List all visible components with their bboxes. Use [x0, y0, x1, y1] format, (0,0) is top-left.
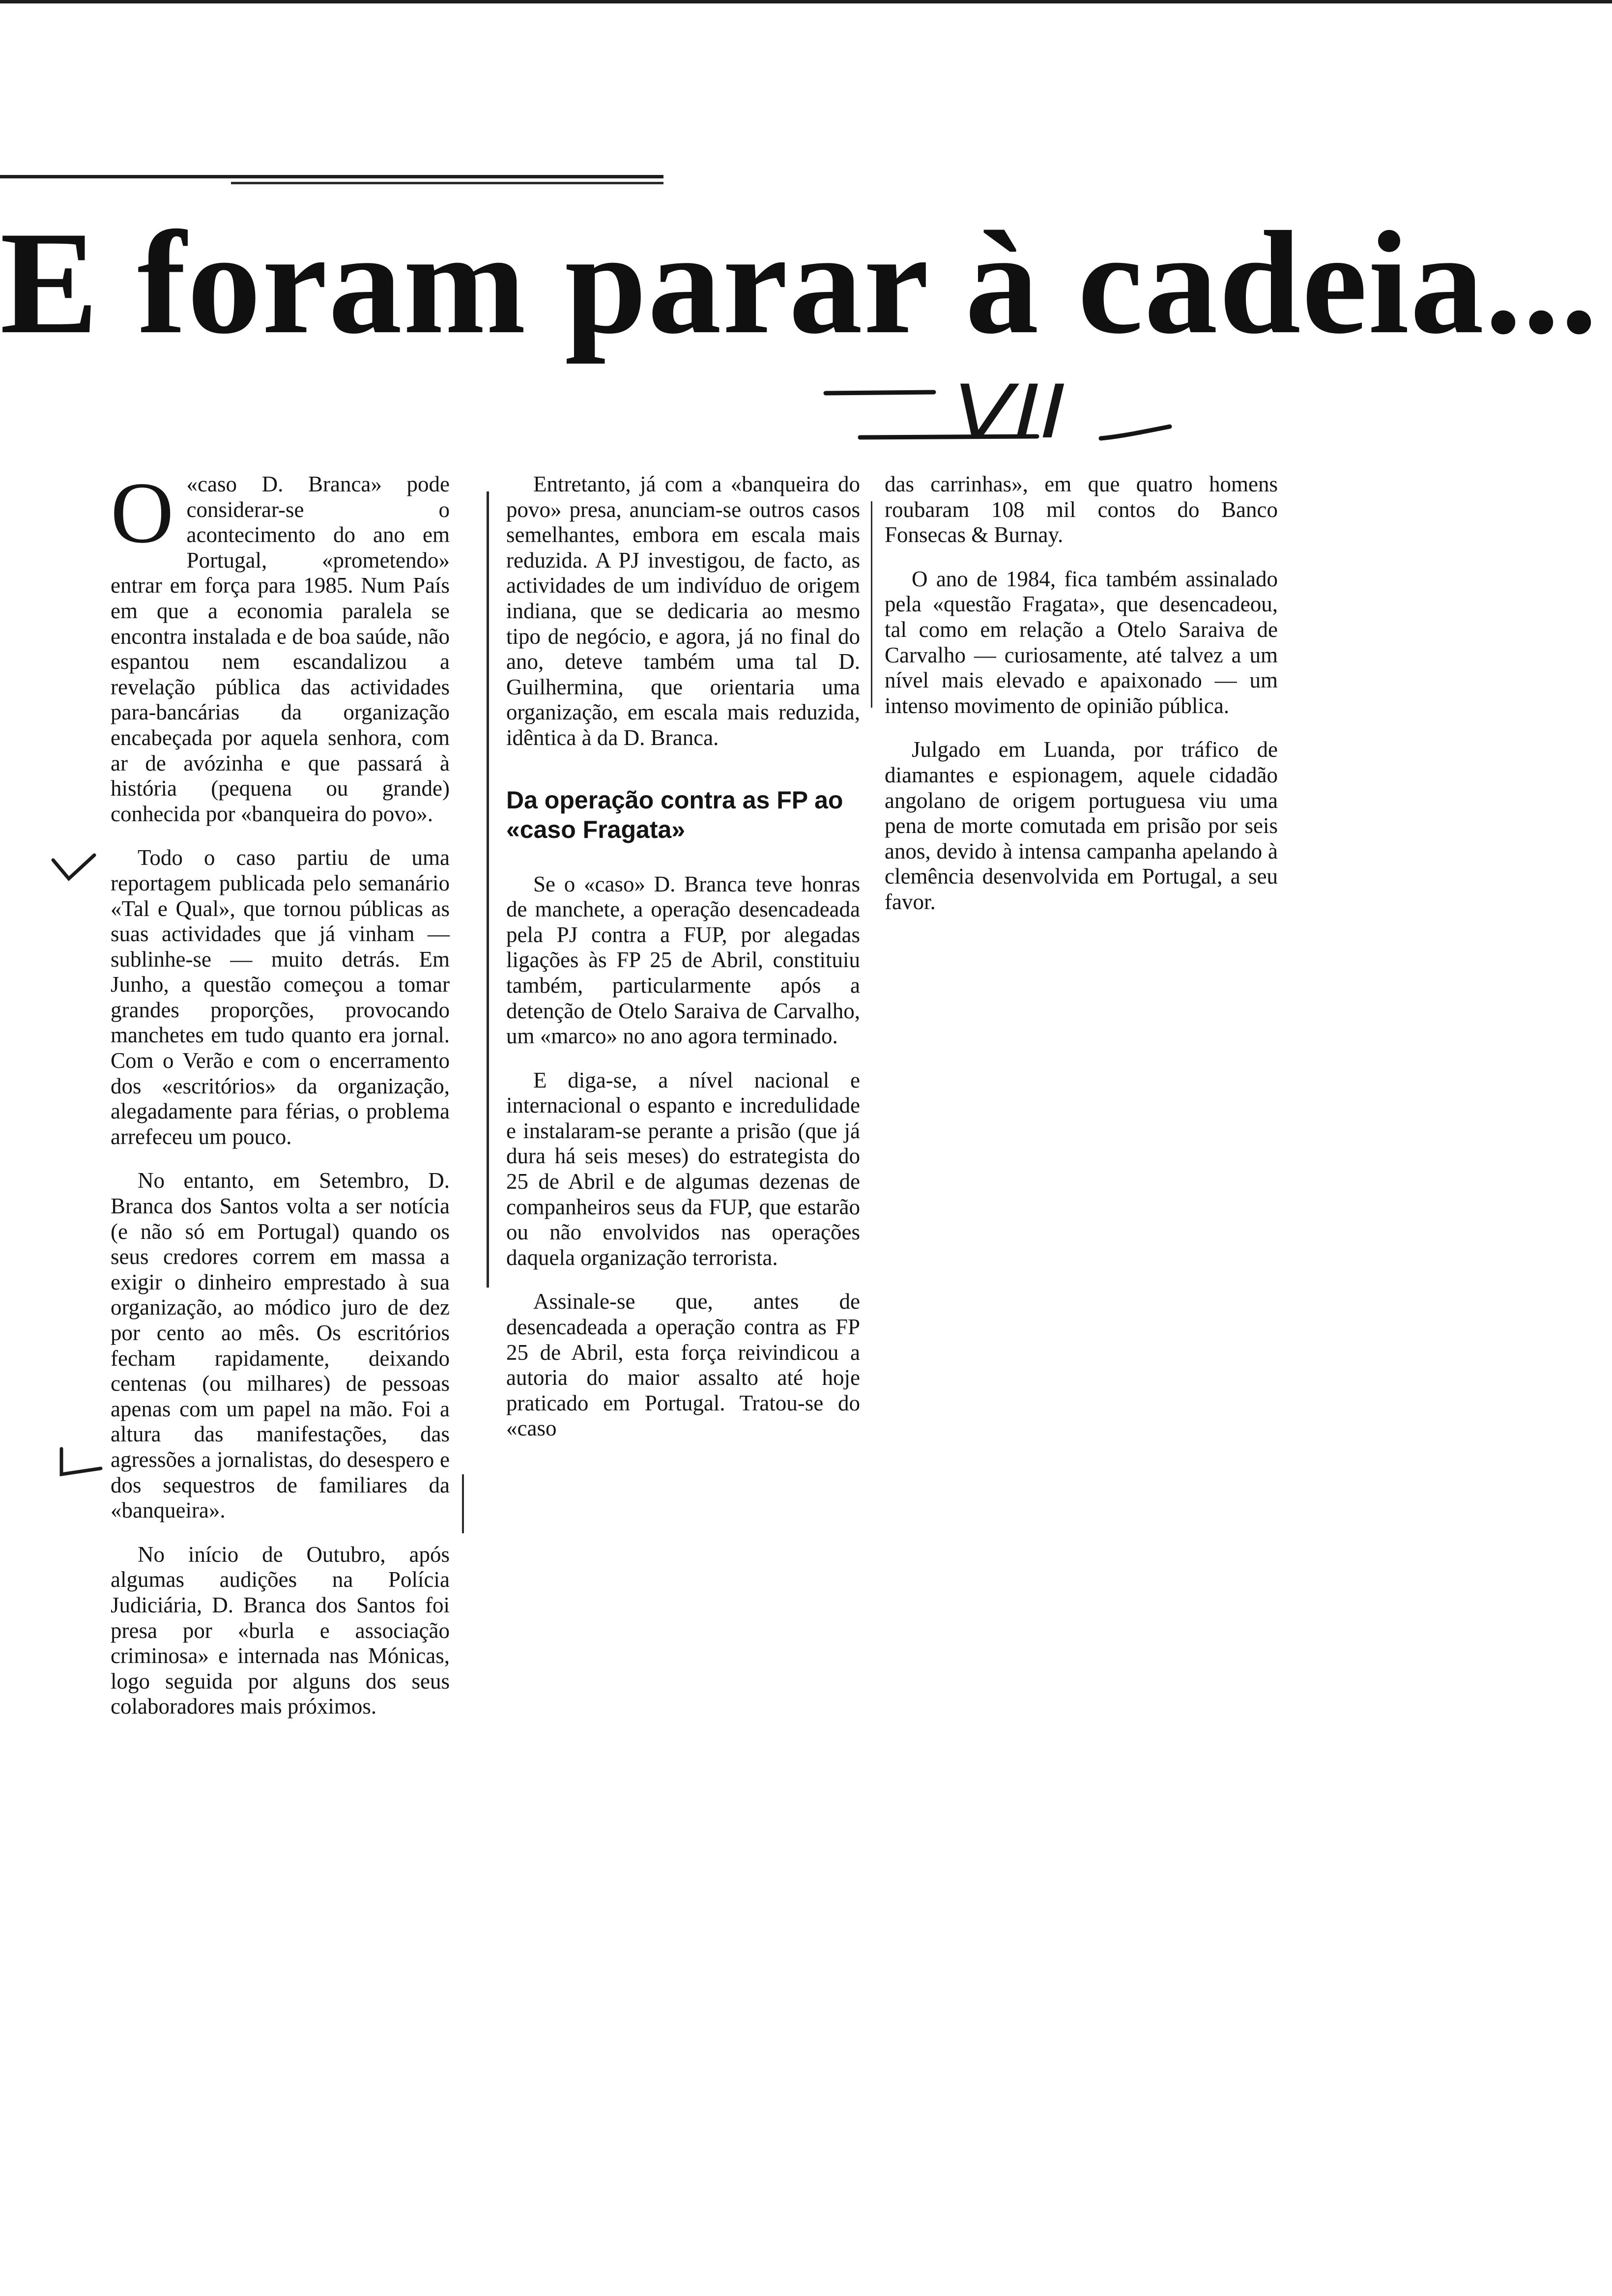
margin-check-mark: [49, 850, 98, 885]
section-subheading: Da operação contra as FP ao «caso Fragata»: [506, 786, 843, 843]
drop-cap: O: [111, 464, 174, 561]
paragraph: Todo o caso partiu de uma reportagem publicada pelo semanário «Tal e Qual», que tornou públicas as suas actividades que já vinham — sublinhe-se — muito detrás. Em Junho, a questão começou a tomar grandes proporções, provocando manchetes em tudo quanto era jornal. Com o Verão e com o encerramento dos «escritórios» da organização, alegadamente para férias, o problema arrefeceu um pouco.: [111, 845, 450, 1149]
top-border-line: [0, 0, 1612, 3]
annotation-text: VII: [953, 370, 1066, 452]
article-column-2: [506, 472, 860, 1441]
column-divider: [871, 501, 872, 708]
paragraph: E diga-se, a nível nacional e internacional o espanto e incredulidade e instalaram-se perante a prisão (que já dura há seis meses) do estrategista do 25 de Abril e de algumas dezenas de companheiros seus da FUP, que estarão ou não envolvidos nas operações daquela organização terrorista.: [506, 1067, 860, 1270]
paragraph: No início de Outubro, após algumas audições na Polícia Judiciária, D. Branca dos Santos foi presa por «burla e associação criminosa» e internada nas Mónicas, logo seguida por alguns dos seus colaboradores mais próximos.: [111, 1542, 450, 1719]
paragraph: [111, 464, 450, 827]
paragraph: Entretanto, já com a «banqueira do povo» presa, anunciam-se outros casos semelhantes, embora em escala mais reduzida. A PJ investigou, de facto, as actividades de um indivíduo de origem indiana, que se dedicaria ao mesmo tipo de negócio, e agora, já no final do ano, deteve também uma tal D. Guilhermina, que orientaria uma organização, em escala mais reduzida, idêntica à da D. Branca.: [506, 472, 860, 750]
paragraph: Se o «caso» D. Branca teve honras de manchete, a operação desencadeada pela PJ contra a FUP, por alegadas ligações às FP 25 de Abril, constituiu também, particularmente após a detenção de Otelo Saraiva de Carvalho, um «marco» no ano agora terminado.: [506, 871, 860, 1049]
headline-rule: [0, 175, 663, 178]
column-divider: [487, 491, 489, 1288]
paragraph-text: «caso D. Branca» pode considerar-se o acontecimento do ano em Portugal, «prometendo» entrar em força para 1985. Num País em que a economia paralela se encontra instalada e de boa saúde, não espantou nem escandalizou a revelação pública das actividades para-bancárias da organização encabeçada por aquela senhora, com ar de avózinha e que passará à história (pequena ou grande) conhecida por «banqueira do povo».: [111, 472, 450, 826]
paragraph: O ano de 1984, fica também assinalado pela «questão Fragata», que desencadeou, tal como em relação a Otelo Saraiva de Carvalho — curiosamente, até talvez a um nível mais elevado e apaixonado — um intenso movimento de opinião pública.: [885, 566, 1278, 718]
column-divider: [462, 1474, 464, 1533]
article-headline: E foram parar à cadeia...: [0, 201, 1599, 364]
headline-rule-secondary: [231, 182, 663, 184]
paragraph: das carrinhas», em que quatro homens roubaram 108 mil contos do Banco Fonsecas & Burnay.: [885, 472, 1278, 547]
paragraph: Assinale-se que, antes de desencadeada a operação contra as FP 25 de Abril, esta força reivindicou a autoria do maior assalto até hoje praticado em Portugal. Tratou-se do «caso: [506, 1289, 860, 1441]
paragraph: Julgado em Luanda, por tráfico de diamantes e espionagem, aquele cidadão angolano de origem portuguesa viu uma pena de morte comutada em prisão por seis anos, devido à intensa campanha apelando à clemência desenvolvida em Portugal, a seu favor.: [885, 737, 1278, 914]
article-column-3: [885, 472, 1278, 915]
paragraph: No entanto, em Setembro, D. Branca dos Santos volta a ser notícia (e não só em Portugal) quando os seus credores correm em massa a exigir o dinheiro emprestado à sua organização, ao módico juro de dez por cento ao mês. Os escritórios fecham rapidamente, deixando centenas (ou milhares) de pessoas apenas com um papel na mão. Foi a altura das manifestações, das agressões a jornalistas, do desespero e dos sequestros de familiares da «banqueira».: [111, 1168, 450, 1523]
margin-bracket-mark: [52, 1445, 106, 1484]
handwritten-annotation: [806, 364, 1180, 452]
article-column-1: [111, 464, 450, 1720]
